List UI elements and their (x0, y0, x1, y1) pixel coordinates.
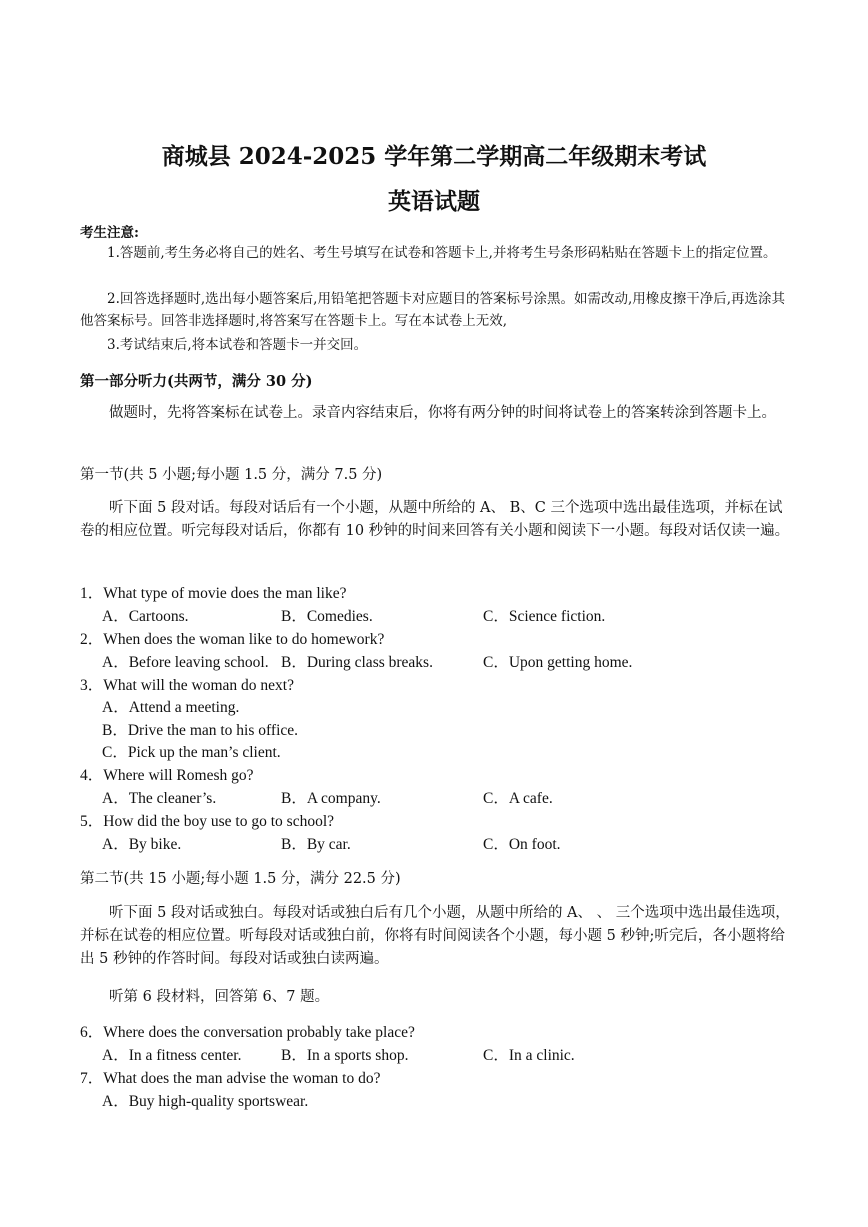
question-5-option-c: C．On foot. (483, 836, 561, 853)
notice-item-3: 3.考试结束后,将本试卷和答题卡一并交回。 (107, 337, 368, 353)
question-1-option-c: C．Science fiction. (483, 608, 606, 625)
exam-subtitle: 英语试题 (388, 188, 480, 215)
question-3-option-a: A．Attend a meeting. (102, 699, 240, 716)
question-1-option-a: A．Cartoons. (102, 608, 189, 625)
question-3-option-c: C．Pick up the man’s client. (102, 744, 281, 761)
question-text: Where will Romesh go? (103, 767, 254, 784)
material-note: 听第 6 段材料，回答第 6、7 题。 (109, 989, 330, 1005)
section1-instructions: 听下面 5 段对话。每段对话后有一个小题，从题中所给的 A、 B、C 三个选项中选出最佳选项，并标在试卷的相应位置。听完每段对话后，你都有 10 秒钟的时间来回答有关小题和阅读下一小题。每段对话仅读一遍。 (80, 500, 790, 539)
question-text: What type of movie does the man like? (103, 585, 347, 602)
section1-heading: 第一节(共 5 小题;每小题 1.5 分，满分 7.5 分) (80, 467, 383, 483)
exam-title: 商城县 2024-2025 学年第二学期高二年级期末考试 (161, 143, 707, 170)
notice-heading: 考生注意: (80, 225, 139, 241)
question-text: What does the man advise the woman to do? (103, 1070, 381, 1087)
question-number: 3． (80, 677, 104, 694)
question-6 (80, 1020, 415, 1042)
question-5-option-a: A．By bike. (102, 836, 182, 853)
question-3-option-b: B．Drive the man to his office. (102, 722, 299, 739)
question-7 (80, 1066, 380, 1088)
question-2-option-b: B．During class breaks. (281, 654, 433, 671)
question-number: 2． (80, 631, 104, 648)
question-6-option-c: C．In a clinic. (483, 1047, 575, 1064)
question-2-option-c: C．Upon getting home. (483, 654, 633, 671)
section2-instructions: 听下面 5 段对话或独白。每段对话或独白后有几个小题，从题中所给的 A、 、 三个选项中选出最佳选项，并标在试卷的相应位置。听每段对话或独白前，你将有时间阅读各个小题，每小题 5 秒钟;听完后，各小题将给出 5 秒钟的作答时间。每段对话或独白读两遍。 (80, 905, 790, 967)
question-6-option-a: A．In a fitness center. (102, 1047, 242, 1064)
notice-item-2: 2.回答选择题时,选出每小题答案后,用铅笔把答题卡对应题目的答案标号涂黑。如需改动,用橡皮擦干净后,再选涂其他答案标号。回答非选择题时,将答案写在答题卡上。写在本试卷上无效, (80, 291, 786, 329)
question-text: How did the boy use to go to school? (103, 813, 335, 830)
question-text: When does the woman like to do homework? (103, 631, 385, 648)
question-number: 6． (80, 1024, 104, 1041)
question-number: 4． (80, 767, 104, 784)
question-1 (80, 581, 346, 603)
question-4-option-c: C．A cafe. (483, 790, 553, 807)
question-number: 5． (80, 813, 104, 830)
question-4-option-b: B．A company. (281, 790, 381, 807)
question-4 (80, 763, 254, 785)
question-1-option-b: B．Comedies. (281, 608, 373, 625)
question-4-option-a: A．The cleaner’s. (102, 790, 217, 807)
question-6-option-b: B．In a sports shop. (281, 1047, 409, 1064)
question-7-option-a: A．Buy high-quality sportswear. (102, 1093, 309, 1110)
question-3 (80, 673, 294, 695)
question-number: 1． (80, 585, 104, 602)
section2-heading: 第二节(共 15 小题;每小题 1.5 分，满分 22.5 分) (80, 871, 401, 887)
question-2-option-a: A．Before leaving school. (102, 654, 269, 671)
question-5-option-b: B．By car. (281, 836, 351, 853)
part1-intro: 做题时，先将答案标在试卷上。录音内容结束后，你将有两分钟的时间将试卷上的答案转涂到答题卡上。 (109, 405, 776, 421)
question-2 (80, 627, 384, 649)
question-number: 7． (80, 1070, 104, 1087)
question-text: Where does the conversation probably take place? (103, 1024, 415, 1041)
question-text: What will the woman do next? (103, 677, 294, 694)
part1-heading: 第一部分听力(共两节，满分 30 分) (80, 373, 313, 390)
notice-item-1: 1.答题前,考生务必将自己的姓名、考生号填写在试卷和答题卡上,并将考生号条形码粘贴在答题卡上的指定位置。 (107, 245, 777, 261)
question-5 (80, 809, 334, 831)
